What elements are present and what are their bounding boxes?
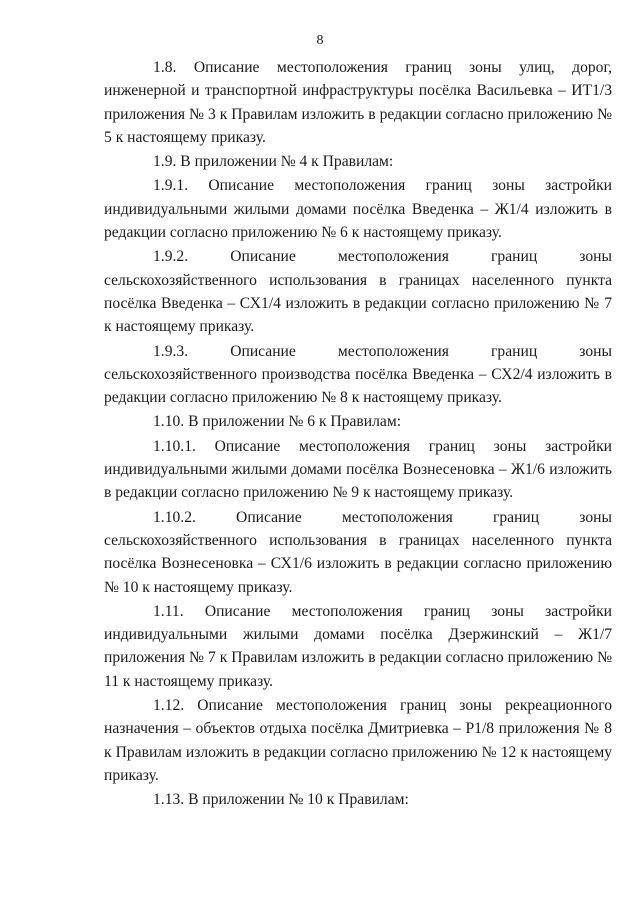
- paragraph-1-9-3: 1.9.3. Описание местоположения границ зоны сельскохозяйственного производства посёлка Введенка – СХ2/4 изложить в редакции согласно приложению № 8 к настоящему приказу.: [104, 342, 612, 407]
- document-body: [104, 56, 612, 813]
- paragraph-1-10-1: 1.10.1. Описание местоположения границ зоны застройки индивидуальными жилыми домами посёлка Вознесеновка – Ж1/6 изложить в редакции согласно приложению № 9 к настоящему приказу.: [104, 437, 612, 502]
- paragraph-1-13: 1.13. В приложении № 10 к Правилам:: [153, 791, 409, 809]
- paragraph-1-9-2: 1.9.2. Описание местоположения границ зоны сельскохозяйственного использования в границах населенного пункта посёлка Введенка – СХ1/4 изложить в редакции согласно приложению № 7 к настоящему приказу.: [104, 248, 612, 336]
- paragraph-1-10: 1.10. В приложении № 6 к Правилам:: [153, 413, 402, 431]
- paragraph-1-9: 1.9. В приложении № 4 к Правилам:: [153, 153, 394, 171]
- page-number: 8: [316, 33, 324, 48]
- paragraph-1-11: 1.11. Описание местоположения границ зоны застройки индивидуальными жилыми домами посёлка Дзержинский – Ж1/7 приложения № 7 к Правилам изложить в редакции согласно приложению № 11 к настоящему приказу.: [104, 602, 612, 690]
- paragraph-1-9-1: 1.9.1. Описание местоположения границ зоны застройки индивидуальными жилыми домами посёлка Введенка – Ж1/4 изложить в редакции согласно приложению № 6 к настоящему приказу.: [104, 177, 612, 242]
- paragraph-1-12: 1.12. Описание местоположения границ зоны рекреационного назначения – объектов отдыха посёлка Дмитриевка – Р1/8 приложения № 8 к Правилам изложить в редакции согласно приложению № 12 к настоящему приказу.: [104, 697, 612, 784]
- paragraph-1-10-2: 1.10.2. Описание местоположения границ зоны сельскохозяйственного использования в границах населенного пункта посёлка Вознесеновка – СХ1/6 изложить в редакции согласно приложению № 10 к настоящему приказу.: [104, 508, 612, 596]
- paragraph-1-8: 1.8. Описание местоположения границ зоны улиц, дорог, инженерной и транспортной инфраструктуры посёлка Васильевка – ИТ1/3 приложения № 3 к Правилам изложить в редакции согласно приложению № 5 к настоящему приказу.: [104, 59, 612, 146]
